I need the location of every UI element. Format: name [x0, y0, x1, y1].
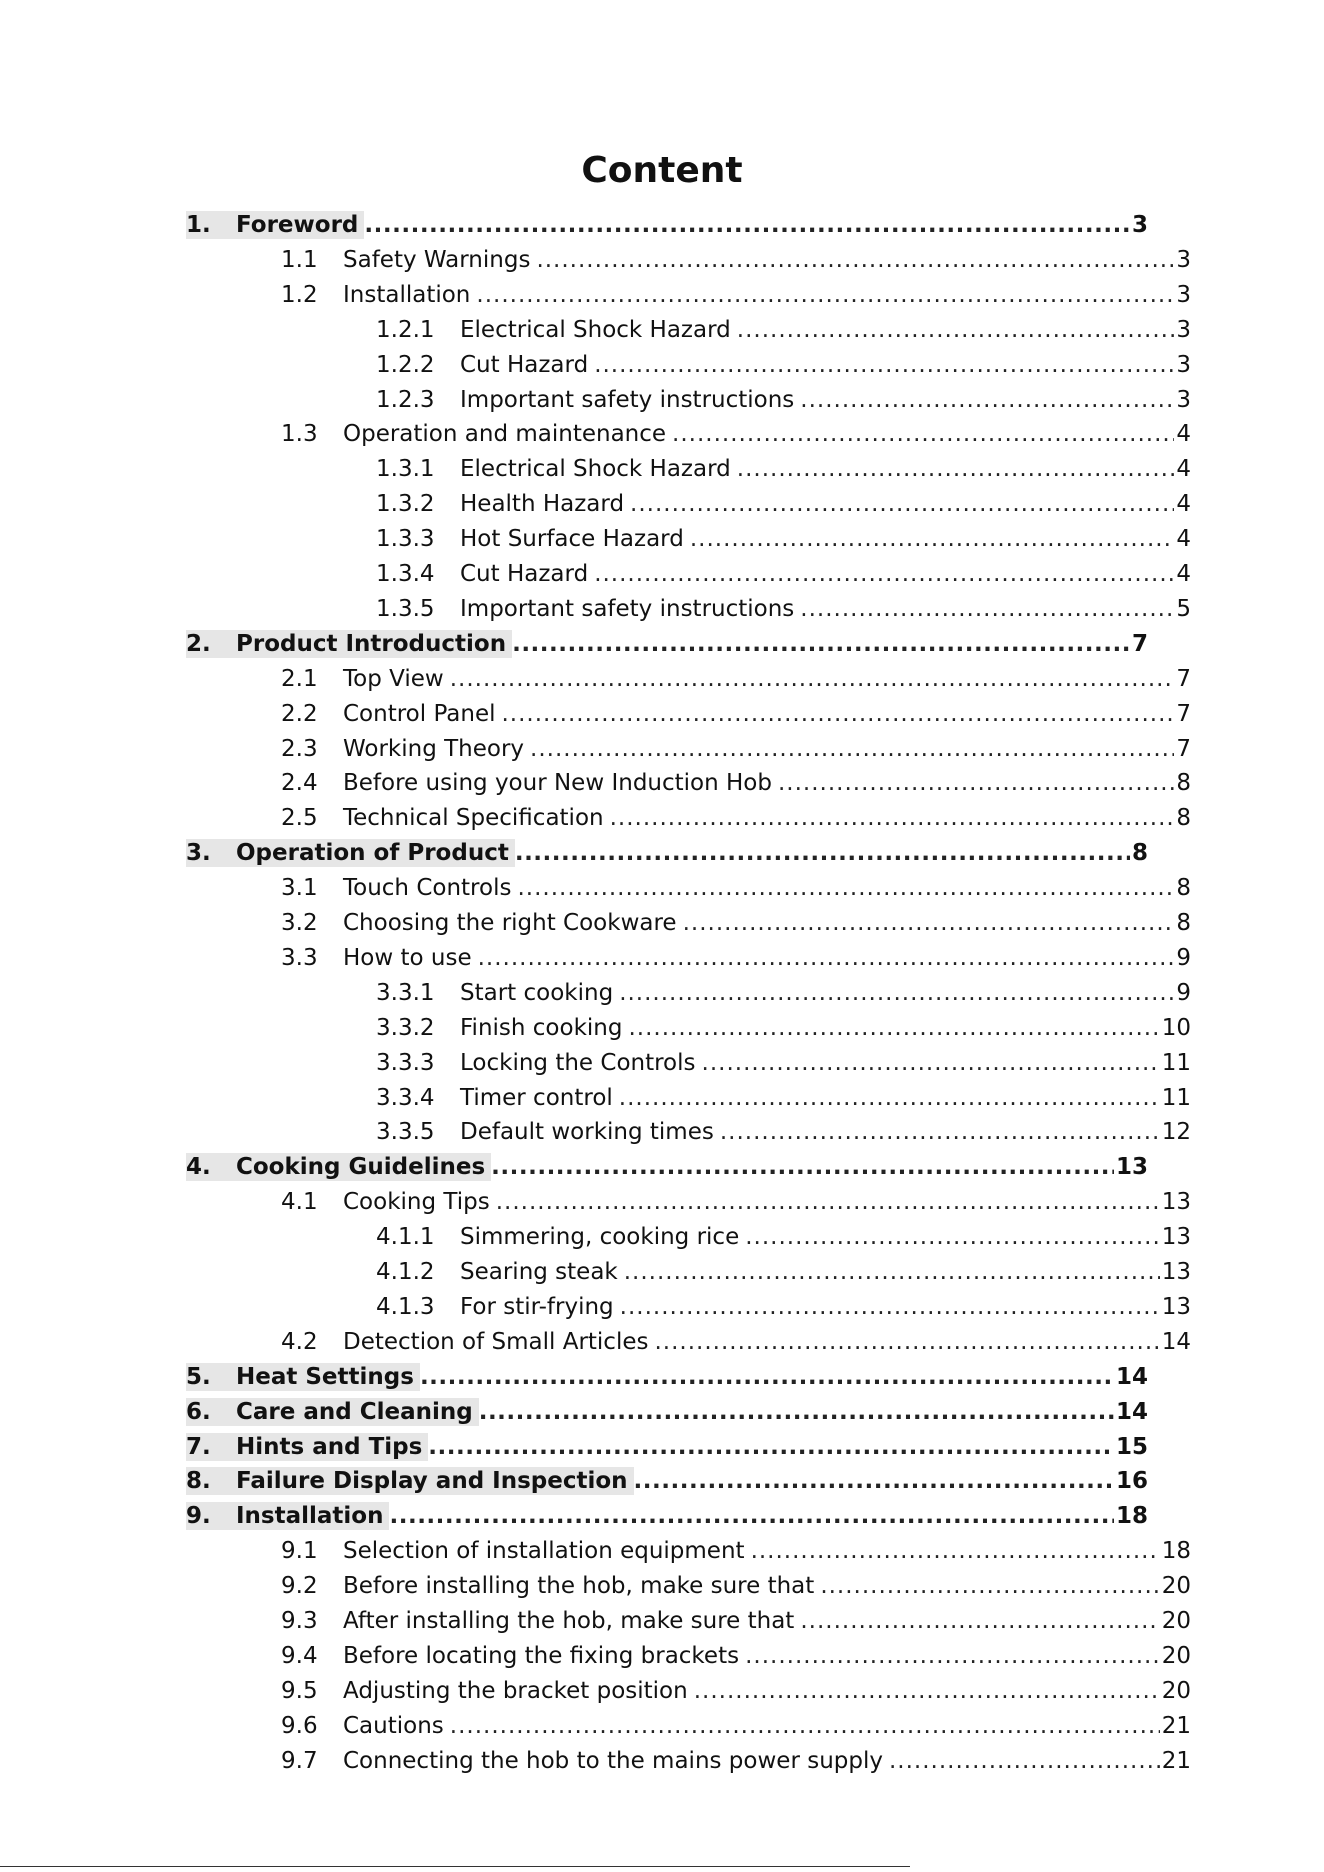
toc-entry-title: Control Panel	[343, 700, 496, 727]
toc-entry-title: Installation	[343, 281, 471, 308]
toc-entry-page: 3	[1176, 386, 1191, 413]
dot-leader	[694, 1674, 1160, 1709]
toc-entry-number: 3.3.4	[376, 1084, 435, 1111]
toc-entry-title: Top View	[343, 665, 444, 692]
toc-entry-number: 5.	[186, 1363, 211, 1390]
toc-entry-number: 6.	[186, 1398, 211, 1425]
toc-entry-title: Technical Specification	[343, 805, 604, 832]
dot-leader	[683, 906, 1175, 941]
toc-entry[interactable]	[376, 592, 1191, 627]
toc-entry-page: 13	[1115, 1154, 1148, 1181]
toc-entry-page: 21	[1161, 1712, 1191, 1739]
toc-entry-number: 1.1	[281, 246, 318, 273]
toc-entry[interactable]	[376, 1290, 1191, 1325]
chapter-highlight	[186, 1153, 491, 1181]
toc-entry-page: 8	[1176, 770, 1191, 797]
toc-entry[interactable]	[281, 732, 1191, 767]
dot-leader	[450, 662, 1175, 697]
toc-entry-number: 3.	[186, 840, 211, 867]
toc-entry-number: 4.1.3	[376, 1293, 435, 1320]
toc-entry-number: 8.	[186, 1468, 211, 1495]
toc-entry-number: 1.	[186, 212, 211, 238]
toc-entry[interactable]	[376, 487, 1191, 522]
toc-entry-number: 9.4	[281, 1642, 318, 1669]
toc-entry[interactable]	[186, 1150, 1148, 1185]
dot-leader	[619, 976, 1174, 1011]
toc-entry-title: How to use	[343, 944, 472, 971]
toc-entry-number: 4.2	[281, 1328, 318, 1355]
toc-entry-page: 4	[1176, 421, 1191, 448]
toc-entry-page: 18	[1161, 1538, 1191, 1565]
toc-entry[interactable]	[376, 313, 1191, 348]
toc-entry-title: Cooking Guidelines	[236, 1154, 486, 1181]
toc-entry-number: 9.	[186, 1503, 211, 1530]
dot-leader	[389, 1499, 1114, 1534]
toc-entry-title: Start cooking	[460, 979, 614, 1006]
toc-entry-number: 9.7	[281, 1747, 318, 1774]
toc-entry[interactable]	[186, 1464, 1148, 1499]
toc-entry-title: Detection of Small Articles	[343, 1328, 649, 1355]
toc-entry-number: 2.3	[281, 735, 318, 762]
toc-entry-number: 3.3.5	[376, 1119, 435, 1146]
toc-entry-page: 14	[1161, 1328, 1191, 1355]
toc-entry[interactable]	[281, 1639, 1191, 1674]
toc-entry-page: 4	[1176, 456, 1191, 483]
dot-leader	[428, 1430, 1114, 1465]
toc-entry-title: Heat Settings	[236, 1363, 414, 1390]
toc-entry-title: Product Introduction	[236, 630, 507, 657]
toc-entry[interactable]	[376, 383, 1191, 418]
toc-entry-page: 3	[1176, 246, 1191, 273]
toc-entry[interactable]	[186, 627, 1148, 662]
toc-entry-title: Timer control	[460, 1084, 613, 1111]
dot-leader	[654, 1325, 1159, 1360]
toc-entry-page: 11	[1161, 1084, 1191, 1111]
toc-entry-title: Failure Display and Inspection	[236, 1468, 628, 1495]
toc-entry[interactable]	[376, 1255, 1191, 1290]
toc-entry-page: 8	[1176, 805, 1191, 832]
page-title: Content	[581, 150, 743, 191]
toc-entry-page: 14	[1115, 1398, 1148, 1425]
toc-entry-number: 9.1	[281, 1538, 318, 1565]
dot-leader	[800, 592, 1174, 627]
toc-entry-number: 2.1	[281, 665, 318, 692]
toc-entry-title: Operation and maintenance	[343, 421, 667, 448]
toc-entry[interactable]	[281, 662, 1191, 697]
toc-entry[interactable]	[376, 348, 1191, 383]
toc-entry[interactable]	[186, 836, 1148, 871]
toc-entry[interactable]	[281, 766, 1191, 801]
toc-entry-number: 9.2	[281, 1573, 318, 1600]
toc-entry-title: Hints and Tips	[236, 1433, 423, 1460]
chapter-highlight	[186, 1398, 479, 1426]
toc-entry[interactable]	[281, 871, 1191, 906]
toc-entry-title: Cut Hazard	[460, 351, 589, 378]
toc-entry-page: 3	[1176, 281, 1191, 308]
toc-entry[interactable]	[281, 941, 1191, 976]
toc-entry-title: Before using your New Induction Hob	[343, 770, 772, 797]
toc-entry-number: 1.3.1	[376, 456, 435, 483]
toc-entry[interactable]	[281, 417, 1191, 452]
chapter-highlight	[186, 1467, 634, 1495]
dot-leader	[737, 452, 1175, 487]
toc-entry-title: Finish cooking	[460, 1014, 623, 1041]
toc-entry[interactable]	[376, 1011, 1191, 1046]
toc-entry-page: 3	[1176, 351, 1191, 378]
toc-entry[interactable]	[186, 1360, 1148, 1395]
dot-leader	[800, 1604, 1159, 1639]
dot-leader	[630, 487, 1174, 522]
dot-leader	[512, 627, 1130, 662]
toc-entry[interactable]	[281, 1604, 1191, 1639]
toc-entry-number: 2.2	[281, 700, 318, 727]
dot-leader	[491, 1150, 1114, 1185]
toc-entry-page: 14	[1115, 1363, 1148, 1390]
toc-entry-number: 4.	[186, 1154, 211, 1181]
toc-entry-page: 7	[1176, 700, 1191, 727]
toc-entry-number: 2.5	[281, 805, 318, 832]
toc-entry-number: 3.3.1	[376, 979, 435, 1006]
dot-leader	[624, 1255, 1160, 1290]
dot-leader	[450, 1709, 1160, 1744]
dot-leader	[476, 278, 1174, 313]
dot-leader	[751, 1534, 1160, 1569]
dot-leader	[800, 383, 1174, 418]
dot-leader	[628, 1011, 1159, 1046]
toc-entry-title: Hot Surface Hazard	[460, 526, 684, 553]
chapter-highlight	[186, 630, 512, 658]
dot-leader	[619, 1081, 1160, 1116]
toc-entry-title: Selection of installation equipment	[343, 1538, 745, 1565]
toc-entry-number: 3.2	[281, 910, 318, 936]
toc-entry-number: 1.3.5	[376, 595, 435, 622]
chapter-highlight	[186, 1502, 389, 1530]
dot-leader	[502, 697, 1175, 732]
toc-entry-page: 7	[1176, 735, 1191, 762]
toc-entry[interactable]	[281, 278, 1191, 313]
dot-leader	[820, 1569, 1159, 1604]
toc-entry-page: 7	[1131, 630, 1148, 657]
toc-entry-page: 9	[1176, 979, 1191, 1006]
toc-entry-number: 9.5	[281, 1677, 318, 1704]
dot-leader	[517, 871, 1174, 906]
toc-entry[interactable]	[281, 1709, 1191, 1744]
toc-entry-title: Safety Warnings	[343, 246, 531, 273]
toc-entry-title: Simmering, cooking rice	[460, 1224, 740, 1251]
toc-entry-page: 13	[1161, 1224, 1191, 1251]
toc-entry[interactable]	[281, 906, 1191, 941]
toc-entry-title: Installation	[236, 1503, 384, 1530]
toc-entry-title: Default working times	[460, 1119, 714, 1146]
toc-entry-page: 8	[1176, 875, 1191, 902]
toc-entry-title: Adjusting the bracket position	[343, 1677, 688, 1704]
toc-entry-title: Care and Cleaning	[236, 1398, 473, 1425]
toc-entry-number: 1.3.3	[376, 526, 435, 553]
toc-entry-title: For stir-frying	[460, 1293, 614, 1320]
toc-entry-title: Touch Controls	[343, 875, 512, 902]
toc-entry-number: 1.3	[281, 421, 318, 448]
toc-entry[interactable]	[281, 1534, 1191, 1569]
toc-entry[interactable]	[186, 1395, 1148, 1430]
toc-entry-title: Important safety instructions	[460, 595, 795, 622]
dot-leader	[594, 557, 1174, 592]
toc-entry-number: 1.2.2	[376, 351, 435, 378]
toc-entry[interactable]	[376, 522, 1191, 557]
toc-entry-number: 1.3.2	[376, 491, 435, 518]
toc-entry-title: Important safety instructions	[460, 386, 795, 413]
toc-entry-number: 9.3	[281, 1608, 318, 1634]
toc-entry-page: 8	[1131, 840, 1148, 867]
toc-entry-number: 3.3.3	[376, 1049, 435, 1076]
toc-entry-title: Before installing the hob, make sure that	[343, 1573, 815, 1600]
toc-entry-title: Before locating the fixing brackets	[343, 1642, 740, 1669]
dot-leader	[745, 1220, 1159, 1255]
toc-entry[interactable]	[281, 697, 1191, 732]
toc-entry-title: Choosing the right Cookware	[343, 910, 677, 936]
toc-entry-page: 20	[1161, 1608, 1191, 1634]
toc-entry-title: After installing the hob, make sure that	[343, 1608, 795, 1634]
toc-entry-title: Electrical Shock Hazard	[460, 456, 731, 483]
dot-leader	[610, 801, 1175, 836]
toc-entry-title: Operation of Product	[236, 840, 509, 867]
toc-entry-page: 3	[1131, 212, 1148, 238]
dot-leader	[594, 348, 1174, 383]
toc-entry-page: 20	[1161, 1573, 1191, 1600]
dot-leader	[530, 732, 1174, 767]
toc-entry-title: Cautions	[343, 1712, 444, 1739]
toc-entry[interactable]	[281, 1744, 1191, 1779]
dot-leader	[672, 417, 1174, 452]
dot-leader	[778, 766, 1174, 801]
toc-entry-number: 4.1	[281, 1189, 318, 1216]
toc-entry-number: 1.3.4	[376, 561, 435, 587]
dot-leader	[702, 1046, 1160, 1081]
dot-leader	[479, 1395, 1114, 1430]
toc-entry-number: 7.	[186, 1433, 211, 1460]
toc-entry-page: 16	[1115, 1468, 1148, 1495]
dot-leader	[737, 313, 1175, 348]
toc-entry[interactable]	[376, 1081, 1191, 1116]
chapter-highlight	[186, 839, 515, 867]
toc-entry-page: 18	[1115, 1503, 1148, 1530]
toc-entry-title: Cooking Tips	[343, 1189, 490, 1216]
dot-leader	[720, 1115, 1160, 1150]
toc-entry-page: 20	[1161, 1642, 1191, 1669]
toc-entry-page: 4	[1176, 561, 1191, 587]
toc-entry[interactable]	[281, 1185, 1191, 1220]
toc-entry-number: 4.1.2	[376, 1259, 435, 1285]
toc-entry-page: 13	[1161, 1259, 1191, 1285]
toc-entry-page: 4	[1176, 526, 1191, 553]
dot-leader	[515, 836, 1130, 871]
toc-entry-number: 2.4	[281, 770, 318, 797]
dot-leader	[364, 208, 1130, 243]
toc-entry-title: Locking the Controls	[460, 1049, 696, 1076]
toc-entry[interactable]	[281, 801, 1191, 836]
toc-entry-number: 2.	[186, 630, 211, 657]
chapter-highlight	[186, 211, 364, 239]
toc-entry-page: 5	[1176, 595, 1191, 622]
toc-entry-page: 10	[1161, 1014, 1191, 1041]
toc-entry-number: 1.2.3	[376, 386, 435, 413]
toc-entry[interactable]	[376, 452, 1191, 487]
toc-entry[interactable]	[376, 1220, 1191, 1255]
toc-entry-number: 3.3.2	[376, 1014, 435, 1041]
dot-leader	[889, 1744, 1160, 1779]
toc-entry-number: 3.1	[281, 875, 318, 902]
toc-entry[interactable]	[281, 1674, 1191, 1709]
toc-entry-number: 3.3	[281, 944, 318, 971]
toc-entry-page: 12	[1161, 1119, 1191, 1146]
dot-leader	[420, 1360, 1114, 1395]
toc-entry-title: Foreword	[236, 212, 359, 238]
toc-entry-title: Cut Hazard	[460, 561, 589, 587]
toc-entry[interactable]	[376, 1046, 1191, 1081]
toc-entry-page: 9	[1176, 944, 1191, 971]
toc-entry-page: 7	[1176, 665, 1191, 692]
dot-leader	[496, 1185, 1160, 1220]
toc-entry-number: 1.2.1	[376, 316, 435, 343]
chapter-highlight	[186, 1363, 420, 1391]
toc-entry-number: 1.2	[281, 281, 318, 308]
toc-entry-number: 4.1.1	[376, 1224, 435, 1251]
toc-entry-number: 9.6	[281, 1712, 318, 1739]
toc-entry-title: Working Theory	[343, 735, 525, 762]
toc-entry-page: 4	[1176, 491, 1191, 518]
chapter-highlight	[186, 1433, 428, 1461]
toc-entry-page: 3	[1176, 316, 1191, 343]
toc-entry-page: 11	[1161, 1049, 1191, 1076]
toc-entry[interactable]	[376, 557, 1191, 592]
toc-entry-page: 15	[1115, 1433, 1148, 1460]
toc-entry[interactable]	[281, 1325, 1191, 1360]
toc-entry[interactable]	[376, 976, 1191, 1011]
toc-entry[interactable]	[281, 1569, 1191, 1604]
dot-leader	[745, 1639, 1160, 1674]
toc-entry[interactable]	[376, 1115, 1191, 1150]
dot-leader	[634, 1464, 1114, 1499]
toc-entry-page: 13	[1161, 1293, 1191, 1320]
toc-entry[interactable]	[186, 1499, 1148, 1534]
dot-leader	[690, 522, 1175, 557]
toc-entry-title: Searing steak	[460, 1259, 618, 1285]
dot-leader	[620, 1290, 1160, 1325]
dot-leader	[536, 243, 1174, 278]
toc-entry-page: 20	[1161, 1677, 1191, 1704]
toc-entry-title: Connecting the hob to the mains power supply	[343, 1747, 883, 1774]
toc-entry[interactable]	[186, 1430, 1148, 1465]
toc-entry-title: Electrical Shock Hazard	[460, 316, 731, 343]
toc-entry-page: 21	[1161, 1747, 1191, 1774]
toc-entry-page: 8	[1176, 910, 1191, 936]
footer-divider	[0, 1866, 910, 1867]
toc-entry[interactable]	[186, 208, 1148, 243]
toc-entry[interactable]	[281, 243, 1191, 278]
toc-entry-page: 13	[1161, 1189, 1191, 1216]
toc-entry-title: Health Hazard	[460, 491, 625, 518]
dot-leader	[478, 941, 1175, 976]
